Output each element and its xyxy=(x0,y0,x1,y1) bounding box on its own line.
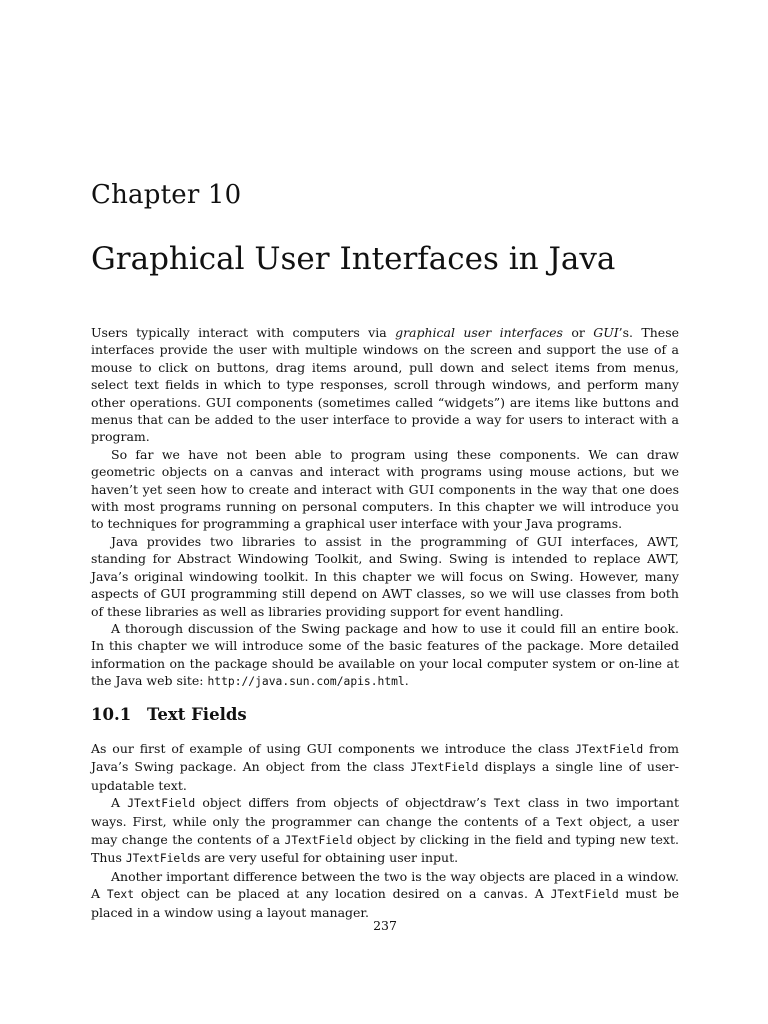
text-run: displays a single line of user-updatable text. xyxy=(91,759,679,793)
text-run: object by clicking in the field and typing new text. Thus xyxy=(91,832,679,866)
text-run: Users typically interact with computers via xyxy=(91,325,396,340)
java-url: http://java.sun.com/apis.html xyxy=(207,675,405,689)
section-paragraph-2 xyxy=(91,794,679,868)
section-heading xyxy=(91,704,247,726)
text-run: or xyxy=(562,325,594,340)
code-term: Text xyxy=(106,888,135,902)
section-paragraph-1 xyxy=(91,740,679,794)
text-run: object, a user may change the contents of a xyxy=(91,813,679,848)
code-term: JTextField xyxy=(550,888,619,902)
text-run: Another important difference between the two is the way objects are placed in a window. A xyxy=(91,868,679,902)
text-run: . A xyxy=(524,886,551,902)
text-run: object differs from objects of objectdraw’s xyxy=(195,795,494,811)
page-number: 237 xyxy=(373,918,397,933)
text-run: ’s. These interfaces provide the user with multiple windows on the screen and support the use of a mouse to click on buttons, drag items around, pull down and select items from menus, select text fields in which to type responses, scroll through windows, and perform many other operations. GUI components (sometimes called “widgets”) are items like buttons and menus that can be added to the user interface to provide a way for users to interact with a program. xyxy=(91,325,680,445)
code-term: JTextField xyxy=(575,743,644,756)
text-run: As our first of example of using GUI components we introduce the class xyxy=(91,741,576,756)
chapter-title: Graphical User Interfaces in Java xyxy=(91,241,616,277)
code-term: JTextField xyxy=(410,761,479,775)
section-number: 10.1 xyxy=(91,705,132,724)
code-term: JTextField xyxy=(284,834,353,848)
chapter-label: Chapter 10 xyxy=(91,180,242,210)
intro-paragraph-1 xyxy=(91,324,679,446)
code-term: JTextField xyxy=(127,797,196,811)
code-term: canvas xyxy=(483,888,525,902)
section-paragraph-3 xyxy=(91,868,679,921)
intro-paragraph-3: Java provides two libraries to assist in the programming of GUI interfaces, AWT, standing for Abstract Windowing Toolkit, and Swing. Swing is intended to replace AWT, Java’s original windowing toolkit. In this chapter we will focus on Swing. However, many aspects of GUI programming still depend on AWT classes, so we will use classes from both of these libraries as well as libraries providing support for event handling. xyxy=(91,533,679,619)
text-run: from Java’s Swing package. An object from the class xyxy=(91,741,679,775)
intro-paragraph-4 xyxy=(91,620,679,691)
section-text xyxy=(91,740,679,921)
text-run: A xyxy=(111,795,128,811)
text-run: A thorough discussion of the Swing package and how to use it could fill an entire book. In this chapter we will introduce some of the basic features of the package. More detailed information on the package should be available on your local computer system or on-line at the Java web site: xyxy=(91,620,679,689)
text-run: s are very useful for obtaining user input. xyxy=(193,850,459,866)
text-run: must be placed in a window using a layout manager. xyxy=(91,886,679,920)
intro-paragraph-2: So far we have not been able to program using these components. We can draw geometric objects on a canvas and interact with programs using mouse actions, but we haven’t yet seen how to create and interact with GUI components in the way that one does with most programs running on personal computers. In this chapter we will introduce you to techniques for programming a graphical user interface with your Java programs. xyxy=(91,446,679,532)
emphasis: GUI xyxy=(593,325,619,340)
intro-text xyxy=(91,324,679,691)
text-run: . xyxy=(404,673,409,689)
code-term: Text xyxy=(493,797,521,811)
emphasis: graphical user interfaces xyxy=(395,325,563,340)
section-title: Text Fields xyxy=(147,705,247,724)
code-term: JTextField xyxy=(125,852,194,866)
code-term: Text xyxy=(555,815,584,829)
text-run: class in two important ways. First, while only the programmer can change the contents of a xyxy=(91,795,679,829)
text-run: object can be placed at any location desired on a xyxy=(134,886,484,902)
